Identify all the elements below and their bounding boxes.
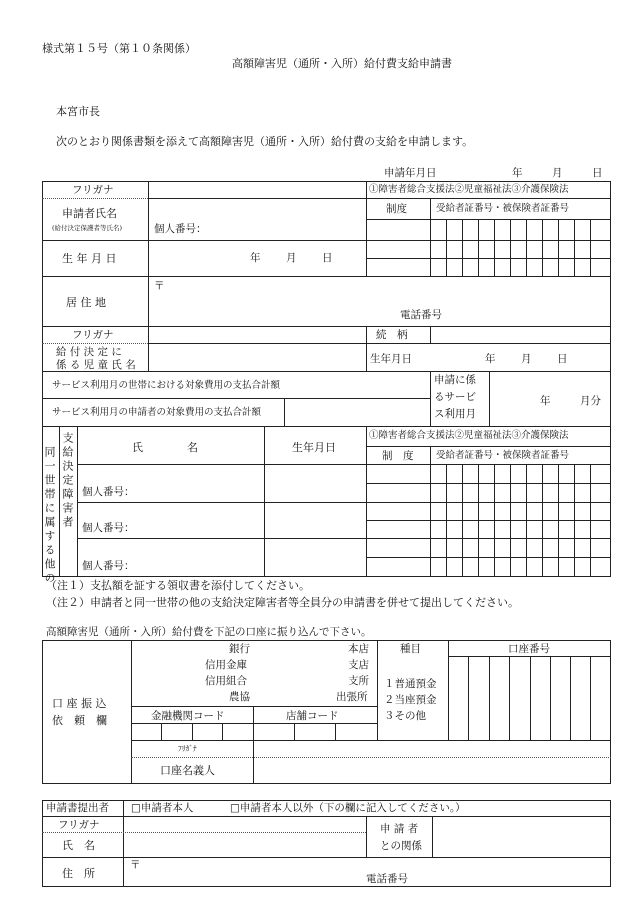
kind-0: １普通預金 <box>384 678 437 690</box>
holder-furigana-label: ﾌﾘｶﾞﾅ <box>178 744 197 753</box>
intro-text: 次のとおり関係書類を添えて高額障害児（通所・入所）給付費の支給を申請します。 <box>56 135 474 148</box>
household-personal-no-2: 個人番号： <box>82 522 135 534</box>
note-2: （注２）申請者と同一世帯の他の支給決定障害者等全員分の申請書を併せて提出してください。 <box>46 596 519 609</box>
child-birth-day: 日 <box>557 353 568 365</box>
birth-year: 年 <box>250 252 261 264</box>
addressee: 本宮市長 <box>56 105 100 118</box>
page-title: 高額障害児（通所・入所）給付費支給申請書 <box>232 57 452 70</box>
kind-1: ２当座預金 <box>384 694 437 706</box>
service-month-label-2: るサービ <box>434 391 476 403</box>
household-personal-no-1: 個人番号： <box>82 486 135 498</box>
kind-2: ３その他 <box>384 710 426 722</box>
address-label: 居 住 地 <box>66 296 106 309</box>
personal-number-label: 個人番号： <box>154 223 207 235</box>
birthdate-label: 生 年 月 日 <box>62 252 117 265</box>
relation-label: 続 柄 <box>376 329 408 341</box>
household-left-label-2: 支給決定障害者 <box>61 432 74 530</box>
household-total-label: サービス利用月の世帯における対象費用の支払合計額 <box>52 380 281 391</box>
furigana-label: フリガナ <box>72 184 114 196</box>
household-personal-no-3: 個人番号： <box>82 560 135 572</box>
child-label-1: 給 付 決 定 に <box>56 346 122 358</box>
bank-left-label-1: 口 座 振 込 <box>52 697 107 710</box>
inst-type-3: 農協 <box>229 691 250 703</box>
inst-type-1: 信用金庫 <box>205 659 247 671</box>
branch-type-3: 出張所 <box>336 691 368 703</box>
household-name-header: 氏 名 <box>132 441 198 454</box>
branch-type-2: 支所 <box>348 675 369 687</box>
submitter-option-other[interactable]: □申請者本人以外（下の欄に記入してください。） <box>230 802 466 814</box>
applicant-total-label: サービス利用月の申請者の対象費用の支払合計額 <box>52 407 262 418</box>
submitter-relation-label-1: 申 請 者 <box>380 823 419 835</box>
date-label: 申請年月日 <box>384 167 437 179</box>
service-year: 年 <box>540 395 551 407</box>
bank-left-label-2: 依 頼 欄 <box>52 714 107 727</box>
household-cert-number: 受給者証番号・被保険者証番号 <box>436 450 570 461</box>
cert-number-header: 受給者証番号・被保険者証番号 <box>436 203 570 214</box>
note-1: （注１）支払額を証する領収書を添付してください。 <box>46 579 310 592</box>
furigana2-label: フリガナ <box>72 329 114 341</box>
child-birth-year: 年 <box>485 353 496 365</box>
date-year: 年 <box>512 167 523 179</box>
household-seido: 制 度 <box>382 450 414 462</box>
service-month-label-1: 申請に係 <box>434 374 476 386</box>
household-birth-header: 生年月日 <box>292 441 336 454</box>
branch-type-0: 本店 <box>348 643 369 655</box>
form-number: 様式第１５号（第１０条関係） <box>42 42 196 55</box>
child-birth-month: 月 <box>521 353 532 365</box>
account-header: 口座番号 <box>508 643 550 655</box>
service-month-label-3: ス利用月 <box>434 408 476 420</box>
date-month: 月 <box>552 167 563 179</box>
service-month-unit: 月分 <box>580 395 601 407</box>
inst-code-label: 金融機関コード <box>151 710 225 722</box>
submitter-postal-mark: 〒 <box>130 859 141 871</box>
child-label-2: 係 る 児 童 氏 名 <box>56 359 136 371</box>
phone-label: 電話番号 <box>400 309 442 321</box>
submitter-address-label: 住 所 <box>62 867 95 880</box>
submitter-label: 申請書提出者 <box>46 802 109 814</box>
submitter-relation-label-2: との関係 <box>380 840 422 852</box>
inst-type-0: 銀行 <box>229 643 250 655</box>
household-laws: ①障害者総合支援法②児童福祉法③介護保険法 <box>369 430 569 441</box>
submitter-furigana-label: フリガナ <box>58 819 100 831</box>
inst-type-2: 信用組合 <box>205 675 247 687</box>
date-day: 日 <box>592 167 603 179</box>
laws-label: ①障害者総合支援法②児童福祉法③介護保険法 <box>369 184 569 195</box>
kind-header: 種目 <box>400 643 421 655</box>
submitter-phone-label: 電話番号 <box>366 873 408 885</box>
birth-day: 日 <box>322 252 333 264</box>
applicant-note: (給付決定保護者等氏名) <box>52 224 123 232</box>
submitter-name-label: 氏 名 <box>62 839 95 852</box>
submitter-option-self[interactable]: □申請者本人 <box>131 802 194 814</box>
applicant-name-label: 申請者氏名 <box>62 207 117 220</box>
birth-month: 月 <box>286 252 297 264</box>
branch-type-1: 支店 <box>348 659 369 671</box>
seido-header: 制度 <box>386 203 407 215</box>
child-birth-label: 生年月日 <box>370 353 412 365</box>
household-left-label-1: 同一世帯に属する他の <box>43 446 56 586</box>
branch-code-label: 店舗コード <box>286 710 339 722</box>
holder-label: 口座名義人 <box>160 764 215 777</box>
postal-mark: 〒 <box>154 280 165 292</box>
bank-intro: 高額障害児（通所・入所）給付費を下記の口座に振り込んで下さい。 <box>46 626 372 638</box>
